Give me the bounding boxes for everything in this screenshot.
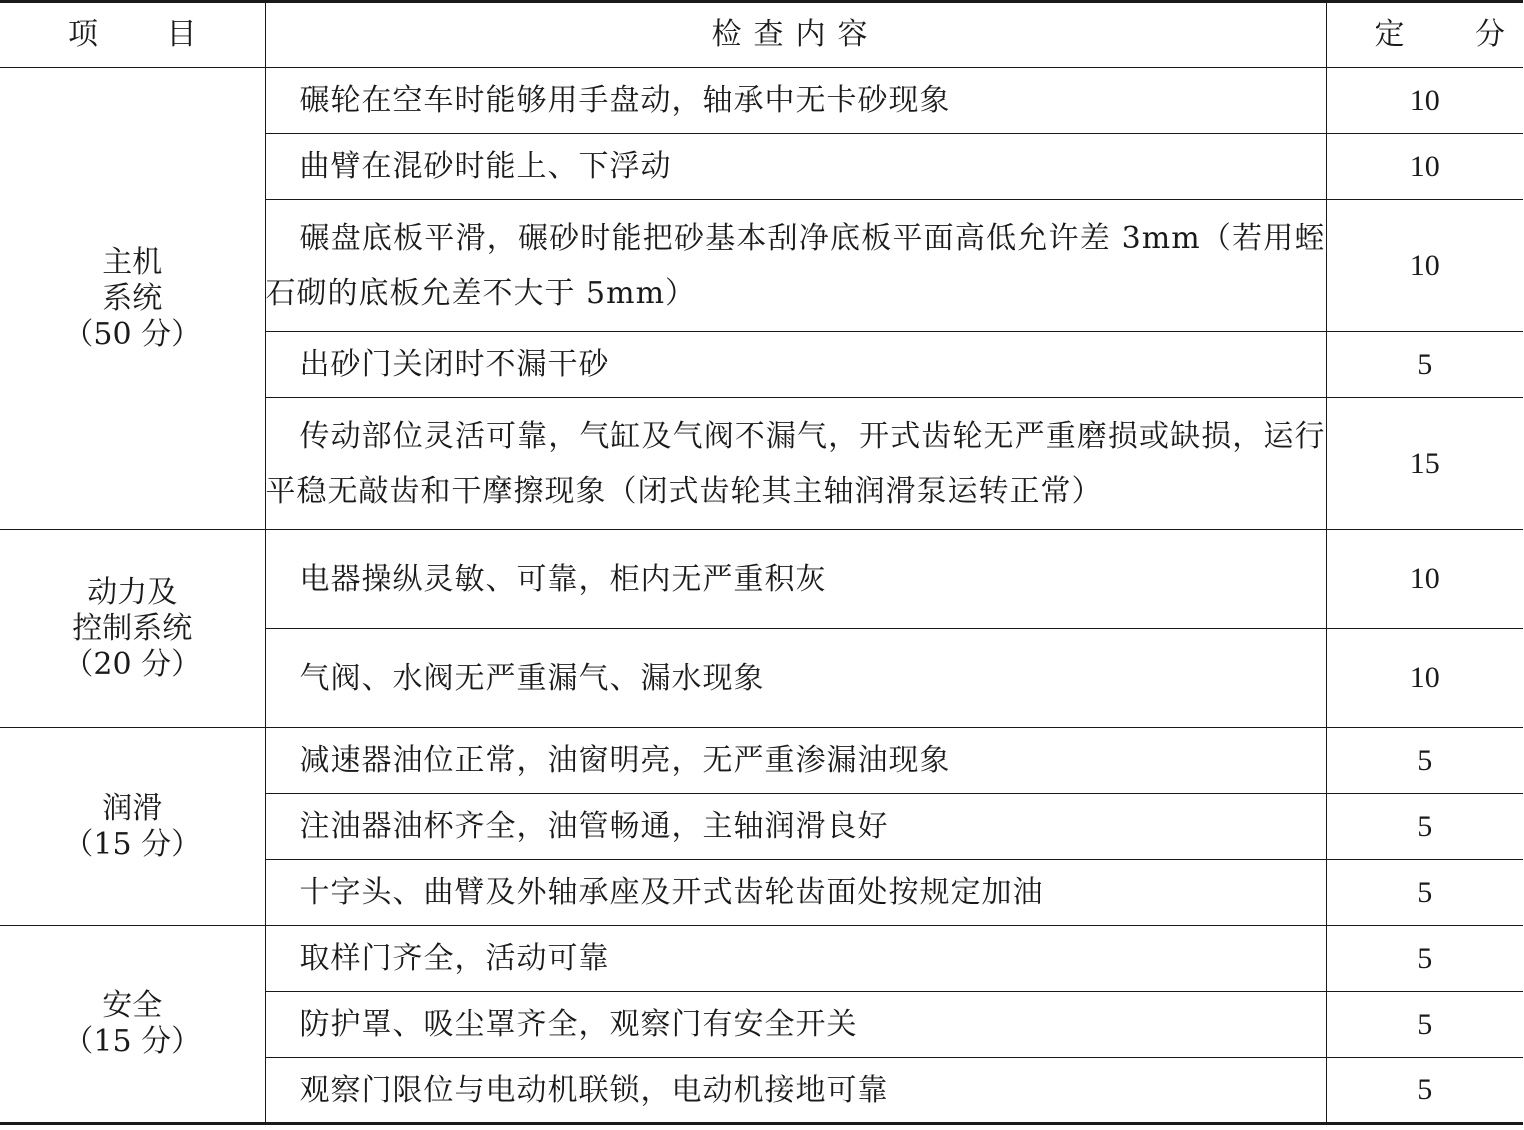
- table-row: [0, 728, 1523, 794]
- header-item-char-1: 项: [68, 17, 98, 52]
- check-content: 取样门齐全，活动可靠: [265, 926, 1326, 992]
- table-row: [0, 530, 1523, 629]
- category-points: （15 分）: [63, 1024, 202, 1059]
- check-content: 观察门限位与电动机联锁，电动机接地可靠: [265, 1058, 1326, 1124]
- check-content: 电器操纵灵敏、可靠，柜内无严重积灰: [265, 530, 1326, 629]
- header-score: [1326, 2, 1523, 68]
- category-label-line: 系统: [102, 280, 163, 316]
- category-label-line: 主机: [102, 244, 163, 280]
- header-score-char-1: 定: [1374, 17, 1405, 52]
- check-content: 碾盘底板平滑，碾砂时能把砂基本刮净底板平面高低允许差 3mm（若用蛭石砌的底板允差不大于 5mm）: [265, 200, 1326, 332]
- check-content: 减速器油位正常，油窗明亮，无严重渗漏油现象: [265, 728, 1326, 794]
- check-content: 出砂门关闭时不漏干砂: [265, 332, 1326, 398]
- table-header: [0, 2, 1523, 68]
- score-value: 10: [1326, 200, 1523, 332]
- category-points: （20 分）: [63, 646, 202, 682]
- category-cell-power-control: [0, 530, 265, 728]
- check-content: 传动部位灵活可靠，气缸及气阀不漏气，开式齿轮无严重磨损或缺损，运行平稳无敲齿和干摩擦现象（闭式齿轮其主轴润滑泵运转正常）: [265, 398, 1326, 530]
- check-content: 十字头、曲臂及外轴承座及开式齿轮齿面处按规定加油: [265, 860, 1326, 926]
- category-label-line: 控制系统: [72, 610, 193, 646]
- score-value: 5: [1326, 992, 1523, 1058]
- table-row: [0, 68, 1523, 134]
- table-body: [0, 68, 1523, 1124]
- score-value: 10: [1326, 68, 1523, 134]
- check-content: 气阀、水阀无严重漏气、漏水现象: [265, 629, 1326, 728]
- score-value: 5: [1326, 728, 1523, 794]
- score-value: 5: [1326, 860, 1523, 926]
- score-value: 5: [1326, 332, 1523, 398]
- category-points: （15 分）: [63, 826, 202, 862]
- check-content: 防护罩、吸尘罩齐全，观察门有安全开关: [265, 992, 1326, 1058]
- category-label-line: 润滑: [102, 790, 163, 826]
- header-row: [0, 2, 1523, 68]
- header-score-char-2: 分: [1475, 17, 1505, 52]
- category-cell-host-system: [0, 68, 265, 530]
- score-value: 5: [1326, 926, 1523, 992]
- category-label-line: 动力及: [87, 574, 178, 610]
- check-content: 碾轮在空车时能够用手盘动，轴承中无卡砂现象: [265, 68, 1326, 134]
- score-value: 10: [1326, 134, 1523, 200]
- score-value: 5: [1326, 794, 1523, 860]
- score-value: 10: [1326, 530, 1523, 629]
- header-item-char-2: 目: [166, 17, 197, 52]
- score-value: 10: [1326, 629, 1523, 728]
- score-value: 5: [1326, 1058, 1523, 1124]
- header-item: [0, 2, 265, 68]
- category-label-line: 安全: [102, 988, 163, 1023]
- check-content: 曲臂在混砂时能上、下浮动: [265, 134, 1326, 200]
- header-content: 检查内容: [265, 2, 1326, 68]
- check-content: 注油器油杯齐全，油管畅通，主轴润滑良好: [265, 794, 1326, 860]
- category-cell-lubrication: [0, 728, 265, 926]
- table-row: [0, 926, 1523, 992]
- category-points: （50 分）: [63, 316, 202, 352]
- score-value: 15: [1326, 398, 1523, 530]
- category-cell-safety: [0, 926, 265, 1124]
